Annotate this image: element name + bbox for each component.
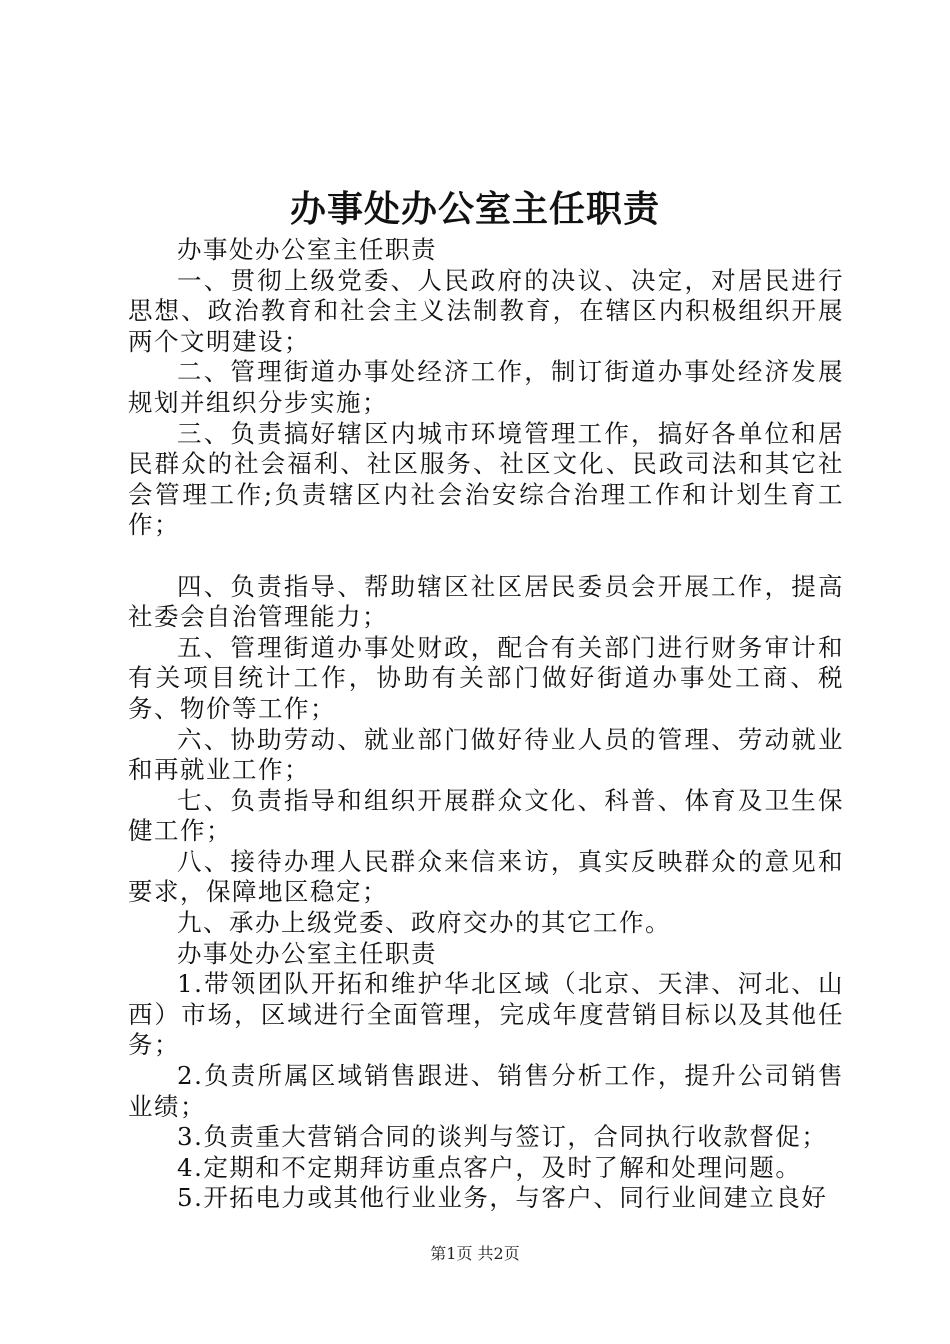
paragraph-item-9: 九、承办上级党委、政府交办的其它工作。 <box>177 908 671 938</box>
paragraph-item-8: 八、接待办理人民群众来信来访，真实反映群众的意见和要求，保障地区稳定； <box>128 846 844 907</box>
paragraph-item-1: 一、贯彻上级党委、人民政府的决议、决定，对居民进行思想、政治教育和社会主义法制教育，在辖区内积极组织开展两个文明建设； <box>128 265 844 356</box>
paragraph-item-7: 七、负责指导和组织开展群众文化、科普、体育及卫生保健工作； <box>128 785 844 846</box>
paragraph-numbered-2: 2.负责所属区域销售跟进、销售分析工作，提升公司销售业绩； <box>128 1061 844 1121</box>
paragraph-item-2: 二、管理街道办事处经济工作，制订街道办事处经济发展规划并组织分步实施； <box>128 357 844 417</box>
paragraph-numbered-1: 1.带领团队开拓和维护华北区域（北京、天津、河北、山西）市场，区域进行全面管理，完成年度营销目标以及其他任务； <box>128 969 844 1060</box>
paragraph-numbered-5: 5.开拓电力或其他行业业务，与客户、同行业间建立良好 <box>177 1183 828 1213</box>
paragraph-numbered-3: 3.负责重大营销合同的谈判与签订，合同执行收款督促； <box>177 1122 828 1152</box>
paragraph-item-4: 四、负责指导、帮助辖区社区居民委员会开展工作，提高社委会自治管理能力； <box>128 571 844 632</box>
paragraph-numbered-4: 4.定期和不定期拜访重点客户，及时了解和处理问题。 <box>177 1152 802 1182</box>
document-body <box>128 235 844 1214</box>
blank-line <box>128 541 844 572</box>
paragraph-heading-2: 办事处办公室主任职责 <box>177 938 437 968</box>
paragraph-item-6: 六、协助劳动、就业部门做好待业人员的管理、劳动就业和再就业工作； <box>128 724 844 785</box>
page-footer: 第1页 共2页 <box>430 1244 520 1263</box>
paragraph-item-5: 五、管理街道办事处财政，配合有关部门进行财务审计和有关项目统计工作，协助有关部门做好街道办事处工商、税务、物价等工作； <box>128 632 844 723</box>
document-title: 办事处办公室主任职责 <box>289 188 660 230</box>
paragraph-item-3: 三、负责搞好辖区内城市环境管理工作，搞好各单位和居民群众的社会福利、社区服务、社区文化、民政司法和其它社会管理工作;负责辖区内社会治安综合治理工作和计划生育工作； <box>128 418 844 540</box>
paragraph-heading-1: 办事处办公室主任职责 <box>177 235 437 264</box>
